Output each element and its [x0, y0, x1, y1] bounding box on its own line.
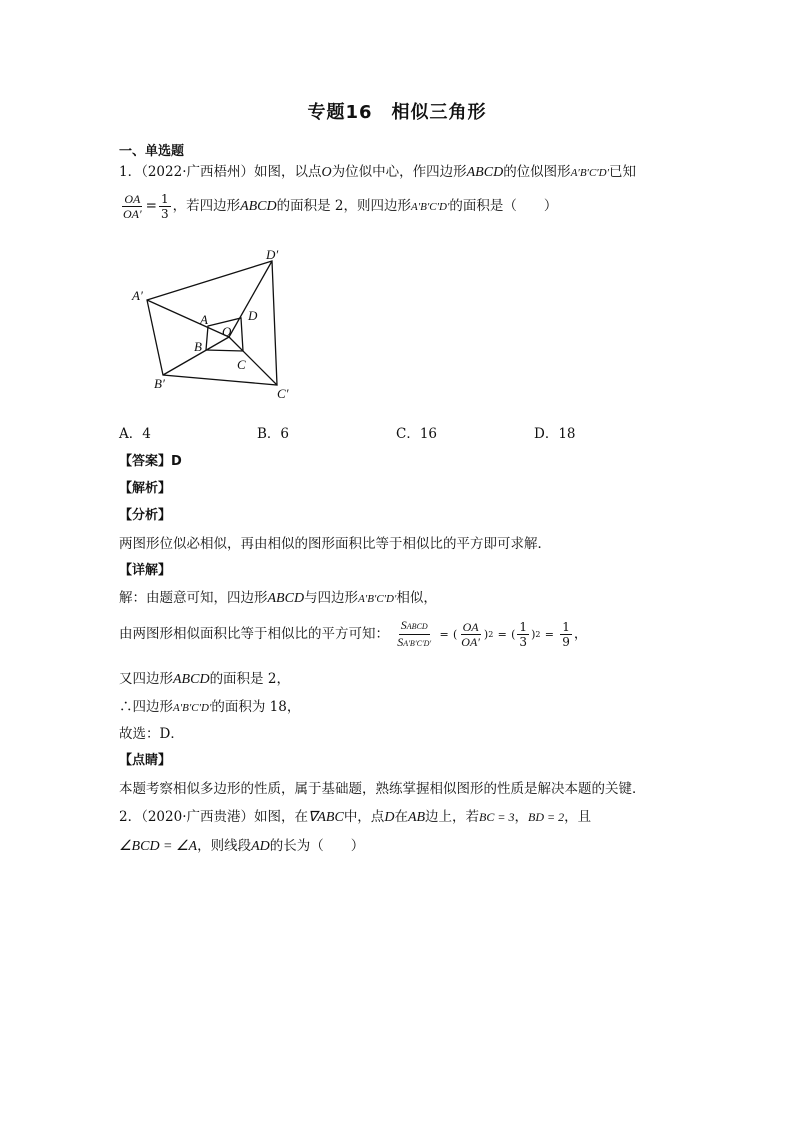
page-title: 专题16 相似三角形	[307, 102, 487, 123]
area-ratio: $\frac{\text{SABCD}}{SA'B'C'D'}$	[397, 618, 432, 649]
detail-line-3: 又四边形ABCD的面积是 2，	[119, 671, 290, 687]
label-b-prime: B′	[154, 376, 165, 391]
homothety-figure	[120, 248, 310, 408]
label-c: C	[237, 357, 246, 372]
label-b: B	[194, 339, 202, 354]
detail-line-5: 故选：D．	[119, 726, 184, 742]
detail-line-1: 解：由题意可知，四边形ABCD与四边形A′B′C′D′相似，	[119, 590, 437, 606]
fenxi-text: 两图形位似必相似，再由相似的图形面积比等于相似比的平方即可求解．	[119, 536, 551, 552]
label-d: D	[248, 308, 258, 323]
answer-line: 【答案】D	[119, 454, 182, 469]
detail-line-2: 由两图形相似面积比等于相似比的平方可知： $\frac{\text{SABCD}}{SA'B'C'D'}$ = ( $\frac{OA}{OA'}$ ) 2 = ( $\frac{1}{3}$ ) 2 = $\frac{1}{9}$ ，	[119, 618, 588, 649]
ray-a	[147, 300, 229, 337]
section-heading: 一、单选题	[119, 144, 185, 159]
fenxi-heading: 【分析】	[119, 508, 172, 523]
jiexi-heading: 【解析】	[119, 481, 172, 496]
label-a: A	[200, 312, 208, 327]
choice-c[interactable]: C．16	[396, 426, 438, 442]
ratio-value: $\frac{1}{3}$	[160, 192, 169, 221]
label-a-prime: A′	[132, 288, 143, 303]
squared-ratio: ( $\frac{OA}{OA'}$ ) 2	[453, 620, 494, 649]
result-fraction: $\frac{1}{9}$	[562, 620, 570, 649]
choice-b[interactable]: B．6	[257, 426, 290, 442]
xiangjie-heading: 【详解】	[119, 563, 172, 578]
dianjing-heading: 【点睛】	[119, 753, 172, 768]
label-c-prime: C′	[277, 386, 289, 401]
ratio-fraction: $\frac{OA}{OA'}$	[123, 192, 142, 221]
choice-d[interactable]: D．18	[534, 426, 576, 442]
q2-line1: 2．（2020·广西贵港）如图，在∇ABC中，点D在AB边上，若BC = 3，BD = 2，且	[119, 809, 592, 825]
q1-line1: 1．（2022·广西梧州）如图，以点O为位似中心，作四边形ABCD的位似图形A′B′C′D′已知	[119, 164, 637, 180]
q2-line2: ∠BCD = ∠A，则线段AD的长为（ ）	[119, 838, 365, 854]
detail-line-4: ∴四边形A′B′C′D′的面积为 18，	[119, 699, 301, 715]
squared-value: ( $\frac{1}{3}$ ) 2	[511, 620, 541, 649]
equation-rhs: =	[439, 628, 449, 641]
label-o: O	[222, 324, 232, 339]
label-d-prime: D′	[266, 248, 279, 262]
q1-line2: $\frac{OA}{OA'}$ = $\frac{1}{3}$ ，若四边形ABCD的面积是 2，则四边形A′B′C′D′的面积是（ ）	[123, 192, 558, 221]
choice-a[interactable]: A．4	[119, 426, 151, 442]
dianjing-text: 本题考察相似多边形的性质，属于基础题，熟练掌握相似图形的性质是解决本题的关键．	[119, 781, 646, 797]
